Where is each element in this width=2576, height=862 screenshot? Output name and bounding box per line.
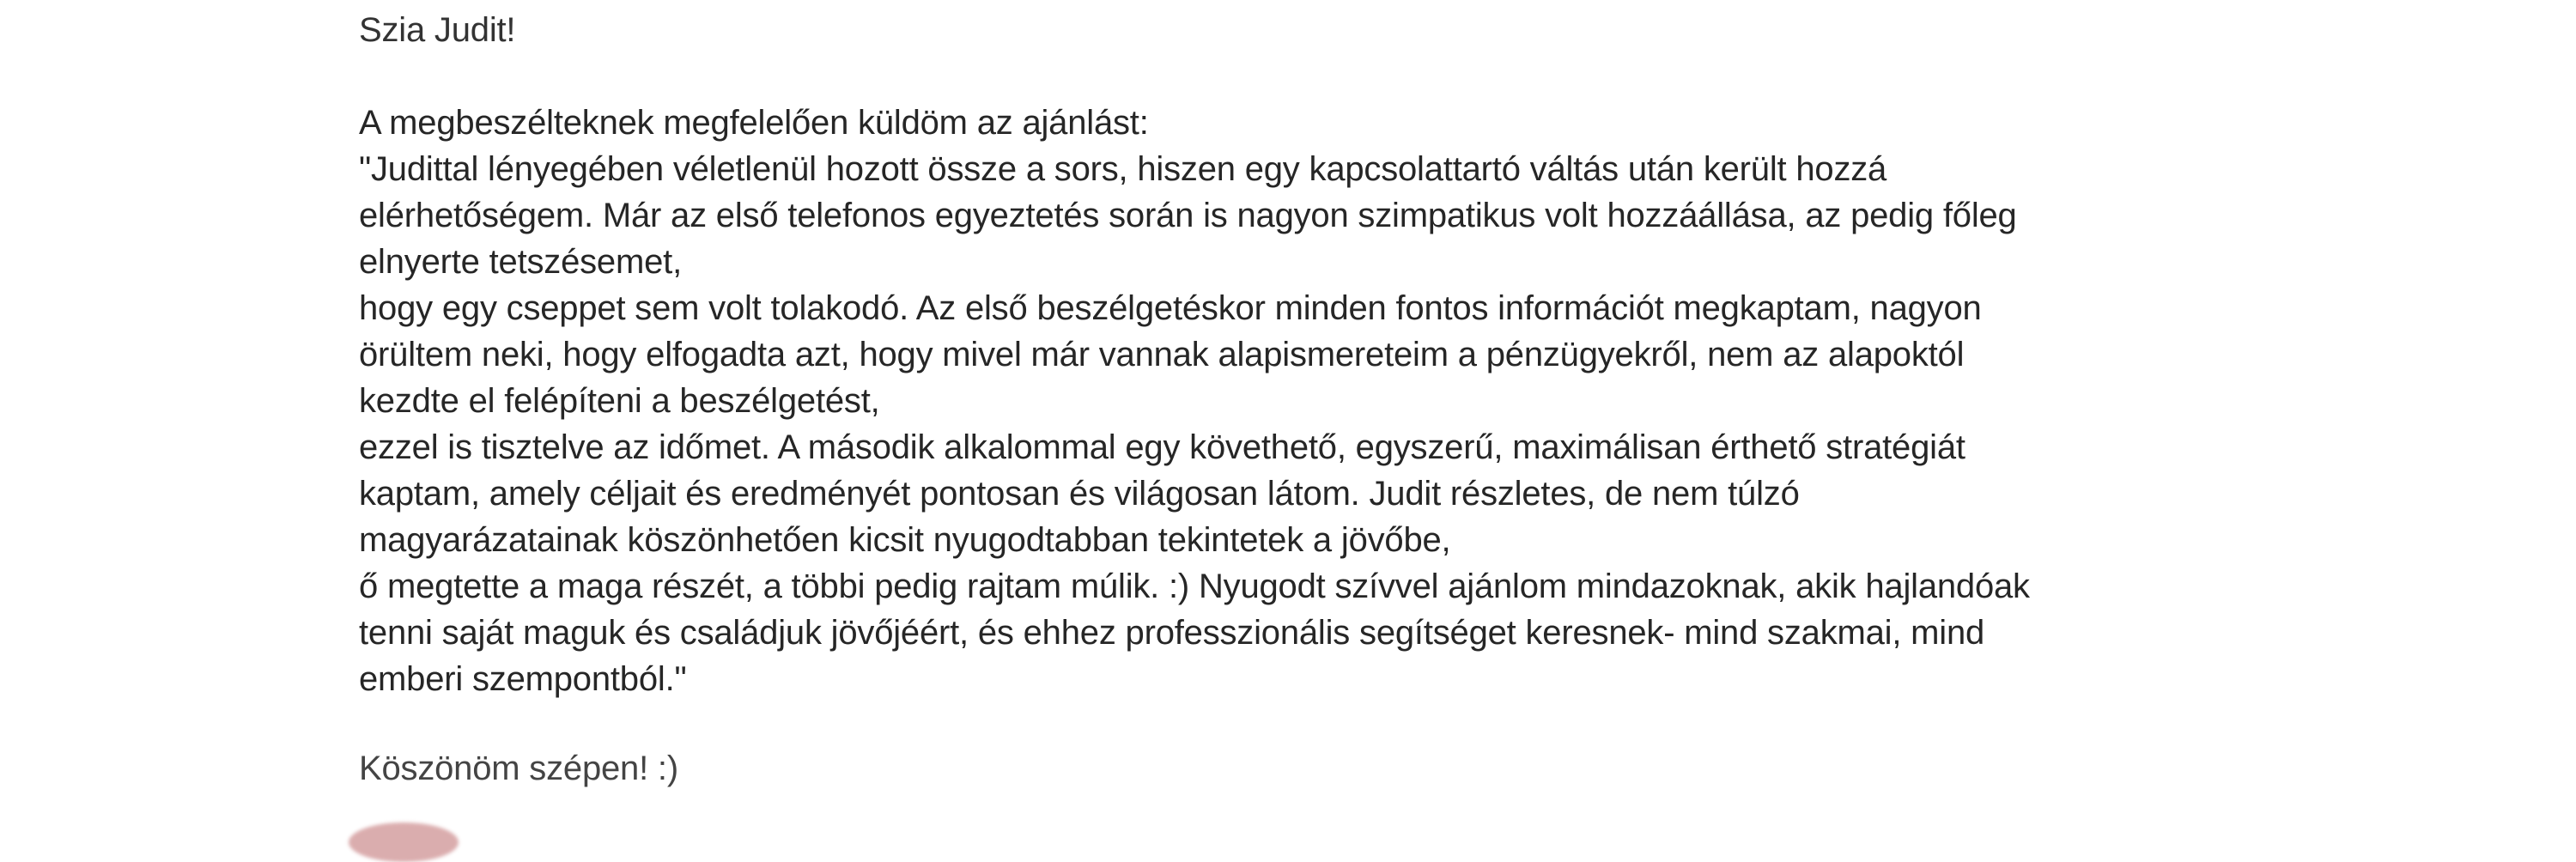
redacted-signature-blob xyxy=(349,823,459,862)
paragraph-spacer xyxy=(359,53,2265,100)
quote-line: tenni saját maguk és családjuk jövőjéért, és ehhez professzionális segítséget keresnek- mind szakmai, mind xyxy=(359,614,1985,652)
email-body xyxy=(359,7,2265,792)
quote-line: magyarázatainak köszönhetően kicsit nyugodtabban tekintetek a jövőbe, xyxy=(359,521,1451,559)
email-intro: A megbeszélteknek megfelelően küldöm az ajánlást: xyxy=(359,104,1149,142)
email-thanks: Köszönöm szépen! :) xyxy=(359,750,678,787)
quote-line: ő megtette a maga részét, a többi pedig rajtam múlik. :) Nyugodt szívvel ajánlom mindazoknak, akik hajlandóak xyxy=(359,568,2030,605)
quote-line: kaptam, amely céljait és eredményét pontosan és világosan látom. Judit részletes, de nem túlzó xyxy=(359,475,1800,513)
recommendation-quote xyxy=(359,146,2265,702)
quote-line: kezdte el felépíteni a beszélgetést, xyxy=(359,382,880,420)
quote-line: elérhetőségem. Már az első telefonos egyeztetés során is nagyon szimpatikus volt hozzáállása, az pedig főleg xyxy=(359,197,2017,234)
quote-line: ezzel is tisztelve az időmet. A második alkalommal egy követhető, egyszerű, maximálisan érthető stratégiát xyxy=(359,428,1965,466)
quote-line: "Judittal lényegében véletlenül hozott össze a sors, hiszen egy kapcsolattartó váltás után került hozzá xyxy=(359,150,1887,188)
quote-line: örültem neki, hogy elfogadta azt, hogy mivel már vannak alapismereteim a pénzügyekről, nem az alapoktól xyxy=(359,336,1965,373)
quote-line: emberi szempontból." xyxy=(359,660,687,698)
quote-line: hogy egy cseppet sem volt tolakodó. Az első beszélgetéskor minden fontos információt megkaptam, nagyon xyxy=(359,289,1982,327)
email-greeting: Szia Judit! xyxy=(359,11,516,49)
quote-line: elnyerte tetszésemet, xyxy=(359,243,682,281)
